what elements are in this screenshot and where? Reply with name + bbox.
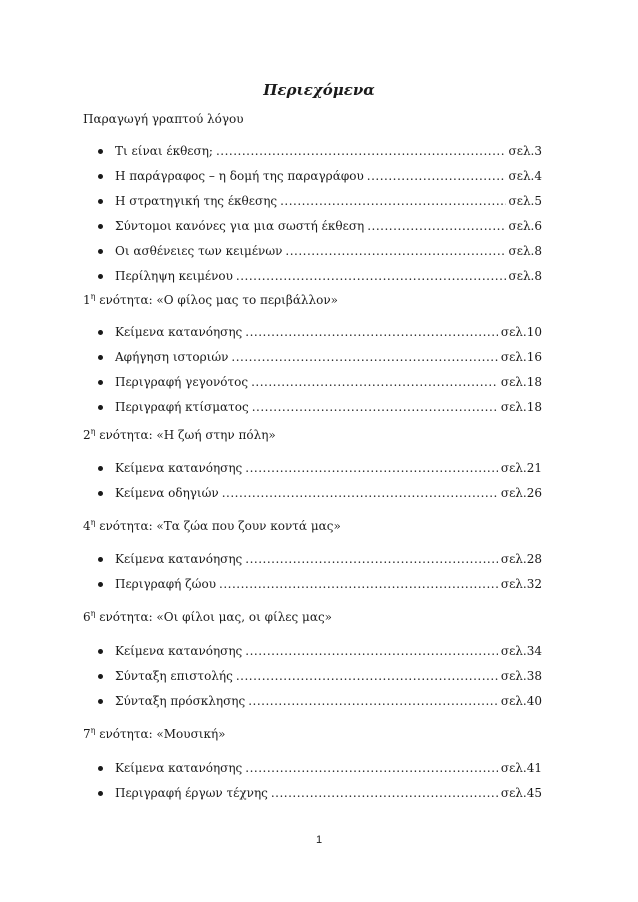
bullet-icon xyxy=(98,766,103,771)
bullet-icon xyxy=(98,649,103,654)
dot-leader xyxy=(216,144,506,158)
dot-leader xyxy=(222,486,498,500)
dot-leader xyxy=(285,244,505,258)
bullet-icon xyxy=(98,791,103,796)
bullet-icon xyxy=(98,582,103,587)
dot-leader xyxy=(236,269,506,283)
toc-entry xyxy=(115,144,542,162)
section-heading-ordinal: η xyxy=(90,427,96,436)
section-heading-ordinal: η xyxy=(90,518,96,527)
dot-leader xyxy=(245,644,498,658)
dot-leader xyxy=(245,461,498,475)
toc-entry xyxy=(115,350,542,368)
section-heading xyxy=(83,428,276,442)
section-heading xyxy=(83,112,244,126)
section-heading-number: 6 xyxy=(83,610,91,624)
toc-entry-page: σελ.32 xyxy=(500,577,542,591)
toc-entry-page: σελ.6 xyxy=(508,219,542,233)
section-heading-text: ενότητα: «Οι φίλοι μας, οι φίλες μας» xyxy=(99,610,333,624)
section-heading xyxy=(83,519,341,533)
section-heading xyxy=(83,293,338,307)
toc-entry xyxy=(115,644,542,662)
toc-entry xyxy=(115,400,542,418)
toc-entry-label: Αφήγηση ιστοριών xyxy=(115,350,229,364)
toc-entry xyxy=(115,694,542,712)
bullet-icon xyxy=(98,149,103,154)
toc-entry-label: Οι ασθένειες των κειμένων xyxy=(115,244,283,258)
toc-entry-page: σελ.28 xyxy=(500,552,542,566)
toc-entry-page: σελ.3 xyxy=(508,144,542,158)
bullet-icon xyxy=(98,380,103,385)
dot-leader xyxy=(236,669,498,683)
dot-leader xyxy=(231,350,497,364)
toc-entry-label: Περίληψη κειμένου xyxy=(115,269,233,283)
bullet-icon xyxy=(98,557,103,562)
bullet-icon xyxy=(98,330,103,335)
toc-entry xyxy=(115,486,542,504)
section-heading-number: 2 xyxy=(83,428,91,442)
bullet-icon xyxy=(98,174,103,179)
toc-entry xyxy=(115,375,542,393)
toc-entry-page: σελ.41 xyxy=(500,761,542,775)
dot-leader xyxy=(367,169,506,183)
section-heading-number: 1 xyxy=(83,293,91,307)
toc-entry xyxy=(115,577,542,595)
toc-entry xyxy=(115,786,542,804)
section-heading-ordinal: η xyxy=(90,726,96,735)
section-heading-text: ενότητα: «Η ζωή στην πόλη» xyxy=(99,428,276,442)
dot-leader xyxy=(271,786,498,800)
toc-entry-label: Κείμενα κατανόησης xyxy=(115,552,243,566)
toc-entry-label: Κείμενα οδηγιών xyxy=(115,486,219,500)
toc-entry-page: σελ.5 xyxy=(508,194,542,208)
toc-entry-label: Σύνταξη επιστολής xyxy=(115,669,233,683)
toc-entry xyxy=(115,269,542,287)
toc-entry-page: σελ.4 xyxy=(508,169,542,183)
toc-entry xyxy=(115,194,542,212)
bullet-icon xyxy=(98,466,103,471)
bullet-icon xyxy=(98,355,103,360)
bullet-icon xyxy=(98,249,103,254)
toc-entry-page: σελ.21 xyxy=(500,461,542,475)
toc-entry xyxy=(115,325,542,343)
toc-entry-page: σελ.16 xyxy=(500,350,542,364)
toc-entry-page: σελ.8 xyxy=(508,269,542,283)
toc-entry-page: σελ.26 xyxy=(500,486,542,500)
toc-entry xyxy=(115,244,542,262)
section-heading-number: 7 xyxy=(83,727,91,741)
toc-entry-label: Περιγραφή κτίσματος xyxy=(115,400,249,414)
toc-entry-page: σελ.8 xyxy=(508,244,542,258)
toc-entry-label: Κείμενα κατανόησης xyxy=(115,761,243,775)
toc-entry-label: Κείμενα κατανόησης xyxy=(115,644,243,658)
dot-leader xyxy=(280,194,505,208)
toc-entry-label: Τι είναι έκθεση; xyxy=(115,144,213,158)
section-heading-ordinal: η xyxy=(90,609,96,618)
toc-entry-label: Σύντομοι κανόνες για μια σωστή έκθεση xyxy=(115,219,365,233)
bullet-icon xyxy=(98,274,103,279)
dot-leader xyxy=(367,219,505,233)
toc-entry xyxy=(115,761,542,779)
section-heading-ordinal: η xyxy=(90,292,96,301)
section-heading-text: ενότητα: «Τα ζώα που ζουν κοντά μας» xyxy=(99,519,341,533)
dot-leader xyxy=(219,577,498,591)
dot-leader xyxy=(245,761,498,775)
bullet-icon xyxy=(98,491,103,496)
toc-entry-label: Κείμενα κατανόησης xyxy=(115,461,243,475)
section-heading-number: 4 xyxy=(83,519,91,533)
section-heading xyxy=(83,610,332,624)
toc-entry-label: Περιγραφή γεγονότος xyxy=(115,375,249,389)
bullet-icon xyxy=(98,224,103,229)
section-heading-text: ενότητα: «Μουσική» xyxy=(99,727,226,741)
bullet-icon xyxy=(98,674,103,679)
toc-entry xyxy=(115,669,542,687)
page-title: Περιεχόμενα xyxy=(263,81,375,99)
toc-entry-page: σελ.18 xyxy=(500,400,542,414)
toc-entry-label: Κείμενα κατανόησης xyxy=(115,325,243,339)
dot-leader xyxy=(251,375,498,389)
toc-entry xyxy=(115,461,542,479)
toc-entry-label: Σύνταξη πρόσκλησης xyxy=(115,694,246,708)
toc-entry xyxy=(115,219,542,237)
toc-entry-label: Περιγραφή έργων τέχνης xyxy=(115,786,268,800)
toc-entry-label: Περιγραφή ζώου xyxy=(115,577,216,591)
dot-leader xyxy=(252,400,498,414)
bullet-icon xyxy=(98,405,103,410)
section-heading-text: Παραγωγή γραπτού λόγου xyxy=(83,112,244,126)
bullet-icon xyxy=(98,699,103,704)
bullet-icon xyxy=(98,199,103,204)
toc-entry-page: σελ.18 xyxy=(500,375,542,389)
section-heading xyxy=(83,727,226,741)
toc-entry-page: σελ.40 xyxy=(500,694,542,708)
toc-entry-page: σελ.38 xyxy=(500,669,542,683)
toc-entry xyxy=(115,552,542,570)
toc-entry-label: Η στρατηγική της έκθεσης xyxy=(115,194,278,208)
toc-entry-label: Η παράγραφος – η δομή της παραγράφου xyxy=(115,169,364,183)
dot-leader xyxy=(245,552,498,566)
toc-entry-page: σελ.45 xyxy=(500,786,542,800)
page-number: 1 xyxy=(315,834,323,846)
toc-entry-page: σελ.10 xyxy=(500,325,542,339)
toc-entry xyxy=(115,169,542,187)
section-heading-text: ενότητα: «Ο φίλος μας το περιβάλλον» xyxy=(99,293,338,307)
dot-leader xyxy=(248,694,498,708)
dot-leader xyxy=(245,325,498,339)
toc-entry-page: σελ.34 xyxy=(500,644,542,658)
